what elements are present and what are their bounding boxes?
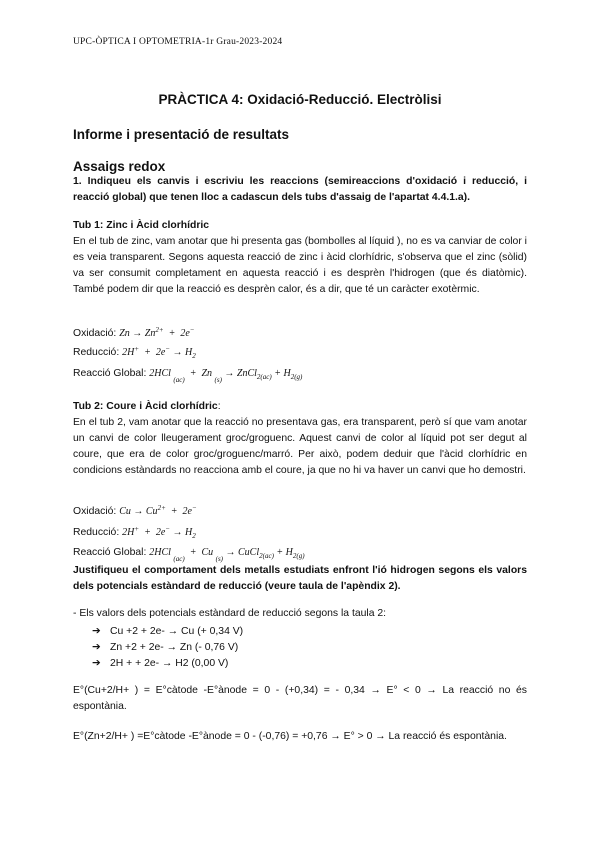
question-1: 1. Indiqueu els canvis i escriviu les reaccions (semireaccions d'oxidació i reducció, i reacció global) que tenen lloc a cadascun dels tubs d'assaig de l'apartat 4.4.1.a). xyxy=(73,176,527,203)
tub1-paragraph: En el tub de zinc, vam anotar que hi presenta gas (bombolles al líquid ), no es va canviar de color i es veia transparent. Segons aquesta reacció de zinc i àcid clorhídric, s'observa que el zinc (sòlid) va ser consumit completament en aquesta reacció i es desprèn l'hidrogen (que és diatòmic). També podem dir que la reacció es desprèn calor, és a dir, que té un caràcter exotèrmic. xyxy=(73,236,527,295)
oxidation-equation: $Cu \to Cu^{2+} + 2e^-$ xyxy=(119,504,197,517)
global-label: Reacció Global: xyxy=(73,547,147,558)
arrow-bullet-icon: ➔ xyxy=(92,642,101,653)
page-header: UPC-ÒPTICA I OPTOMETRIA-1r Grau-2023-2024 xyxy=(73,37,283,47)
potentials-intro: - Els valors dels potencials estàndard de reducció segons la taula 2: xyxy=(73,608,387,619)
section-title: Informe i presentació de resultats xyxy=(73,127,290,142)
tub1-heading: Tub 1: Zinc i Àcid clorhídric xyxy=(73,220,210,231)
tub2-oxidation xyxy=(73,504,197,520)
global-label: Reacció Global: xyxy=(73,368,147,379)
list-item: ➔ 2H + + 2e- → H2 (0,00 V) xyxy=(92,658,229,669)
tub2-paragraph: En el tub 2, vam anotar que la reacció no presentava gas, era transparent, però sí que vam anotar un canvi de color lleugerament groc/groguenc. Aquest canvi de color al líquid pot ser degut al coure, que era de color groc/groguenc/marró. Per això, podem deduir que l'àcid clorhídric en condicions estàndards no reacciona amb el coure, ja que no hi va haver un canvi que ho demostri. xyxy=(73,417,527,476)
tub1-global xyxy=(73,366,302,382)
global-equation: 2HCl $_{(ac)}$ + Cu $_{(s)}$ → CuCl$_{2(ac)}$ + $H_{2(g)}$ xyxy=(149,547,305,563)
reduction-equation: $2H^+ + 2e^- \to H_2$ xyxy=(122,525,196,540)
oxidation-equation: $Zn \to Zn^{2+} + 2e^-$ xyxy=(119,326,195,339)
tub1-reduction xyxy=(73,345,196,361)
tub2-heading: Tub 2: Coure i Àcid clorhídric: xyxy=(73,401,221,412)
global-equation: 2HCl $_{(ac)}$ + Zn $_{(s)}$ → ZnCl$_{2(ac)}$ + $H_{2(g)}$ xyxy=(149,368,303,384)
question-2: Justifiqueu el comportament dels metalls estudiats enfront l'ió hidrogen segons els valors dels potencials estàndard de reducció (veure taula de l'apèndix 2). xyxy=(73,565,527,592)
oxidation-label: Oxidació: xyxy=(73,506,117,517)
list-item: ➔ Cu +2 + 2e- → Cu (+ 0,34 V) xyxy=(92,626,244,637)
reduction-label: Reducció: xyxy=(73,527,120,538)
arrow-bullet-icon: ➔ xyxy=(92,658,101,669)
tub2-global xyxy=(73,545,305,561)
reduction-label: Reducció: xyxy=(73,347,120,358)
reduction-equation: $2H^+ + 2e^- \to H_2$ xyxy=(122,345,196,360)
conclusion-copper: E°(Cu+2/H+ ) = E°càtode -E°ànode = 0 - (+0,34) = - 0,34 → E° < 0 → La reacció no és espontània. xyxy=(73,685,527,712)
page-title: PRÀCTICA 4: Oxidació-Reducció. Electròlisi xyxy=(158,92,442,107)
subsection-title: Assaigs redox xyxy=(73,159,166,174)
arrow-bullet-icon: ➔ xyxy=(92,626,101,637)
conclusion-zinc: E°(Zn+2/H+ ) =E°càtode -E°ànode = 0 - (-0,76) = +0,76 → E° > 0 → La reacció és espontània. xyxy=(73,731,507,742)
tub2-reduction xyxy=(73,525,196,541)
tub1-oxidation xyxy=(73,326,195,342)
oxidation-label: Oxidació: xyxy=(73,328,117,339)
list-item: ➔ Zn +2 + 2e- → Zn (- 0,76 V) xyxy=(92,642,239,653)
